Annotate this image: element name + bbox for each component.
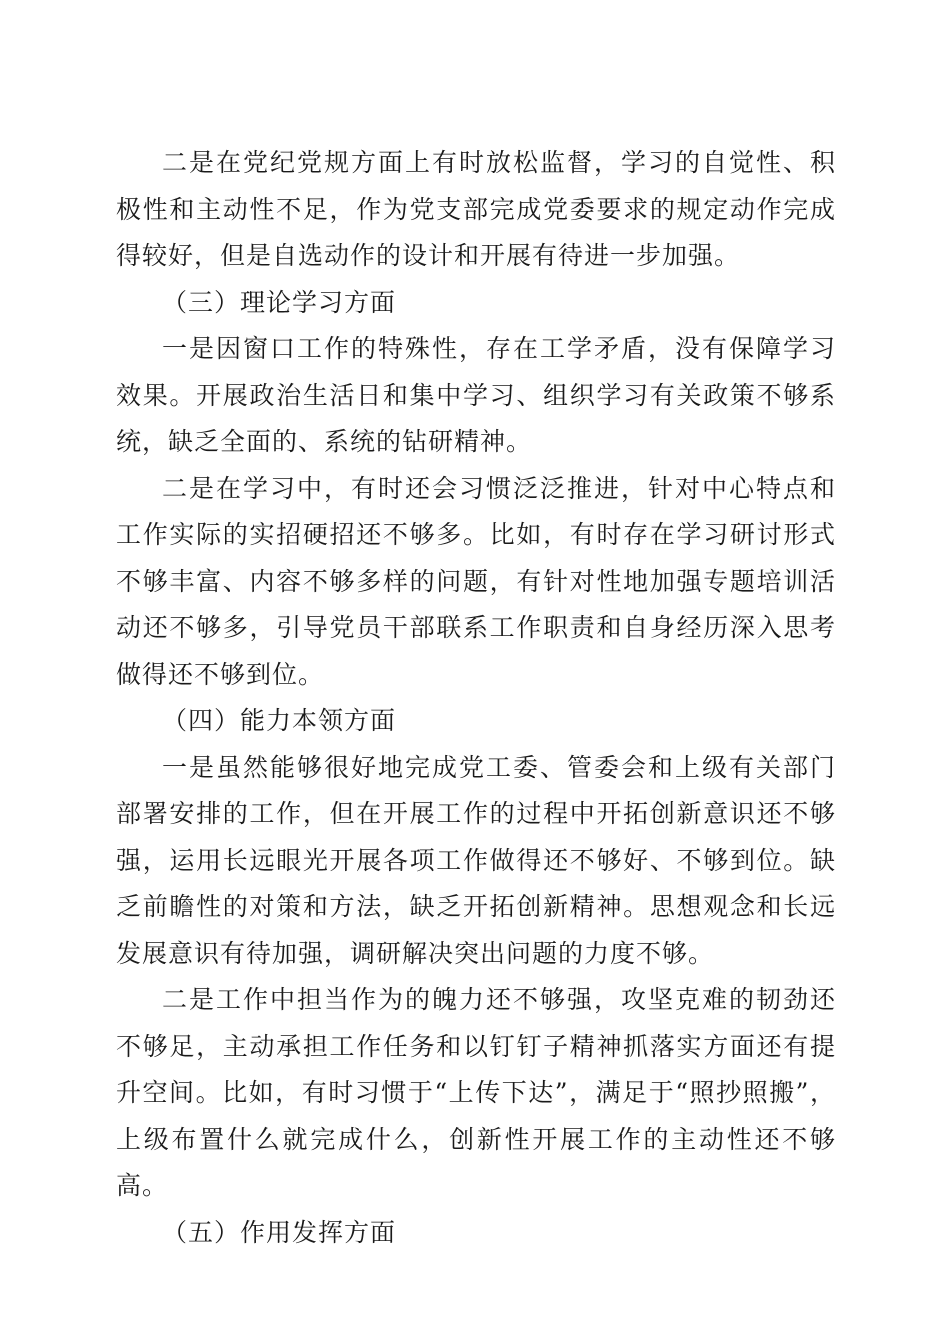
paragraph-theory-study-2: 二是在学习中，有时还会习惯泛泛推进，针对中心特点和工作实际的实招硬招还不够多。比如，有时存在学习研讨形式不够丰富、内容不够多样的问题，有针对性地加强专题培训活动还不够多，引导党员干部联系工作职责和自身经历深入思考做得还不够到位。 xyxy=(116,473,836,689)
paragraph-party-discipline: 二是在党纪党规方面上有时放松监督，学习的自觉性、积极性和主动性不足，作为党支部完成党委要求的规定动作完成得较好，但是自选动作的设计和开展有待进一步加强。 xyxy=(116,148,836,270)
document-page xyxy=(116,140,836,1256)
paragraph-ability-2: 二是工作中担当作为的魄力还不够强，攻坚克难的韧劲还不够足，主动承担工作任务和以钉钉子精神抓落实方面还有提升空间。比如，有时习惯于“上传下达”，满足于“照抄照搬”，上级布置什么就完成什么，创新性开展工作的主动性还不够高。 xyxy=(116,985,836,1200)
section-heading-ability: （四）能力本领方面 xyxy=(162,706,397,735)
paragraph-theory-study-1: 一是因窗口工作的特殊性，存在工学矛盾，没有保障学习效果。开展政治生活日和集中学习、组织学习有关政策不够系统，缺乏全面的、系统的钻研精神。 xyxy=(116,334,836,456)
paragraph-ability-1: 一是虽然能够很好地完成党工委、管委会和上级有关部门部署安排的工作，但在开展工作的过程中开拓创新意识还不够强，运用长远眼光开展各项工作做得还不够好、不够到位。缺乏前瞻性的对策和方法，缺乏开拓创新精神。思想观念和长远发展意识有待加强，调研解决突出问题的力度不够。 xyxy=(116,752,836,968)
section-heading-theory-study: （三）理论学习方面 xyxy=(162,287,397,317)
section-heading-role: （五）作用发挥方面 xyxy=(162,1217,397,1247)
